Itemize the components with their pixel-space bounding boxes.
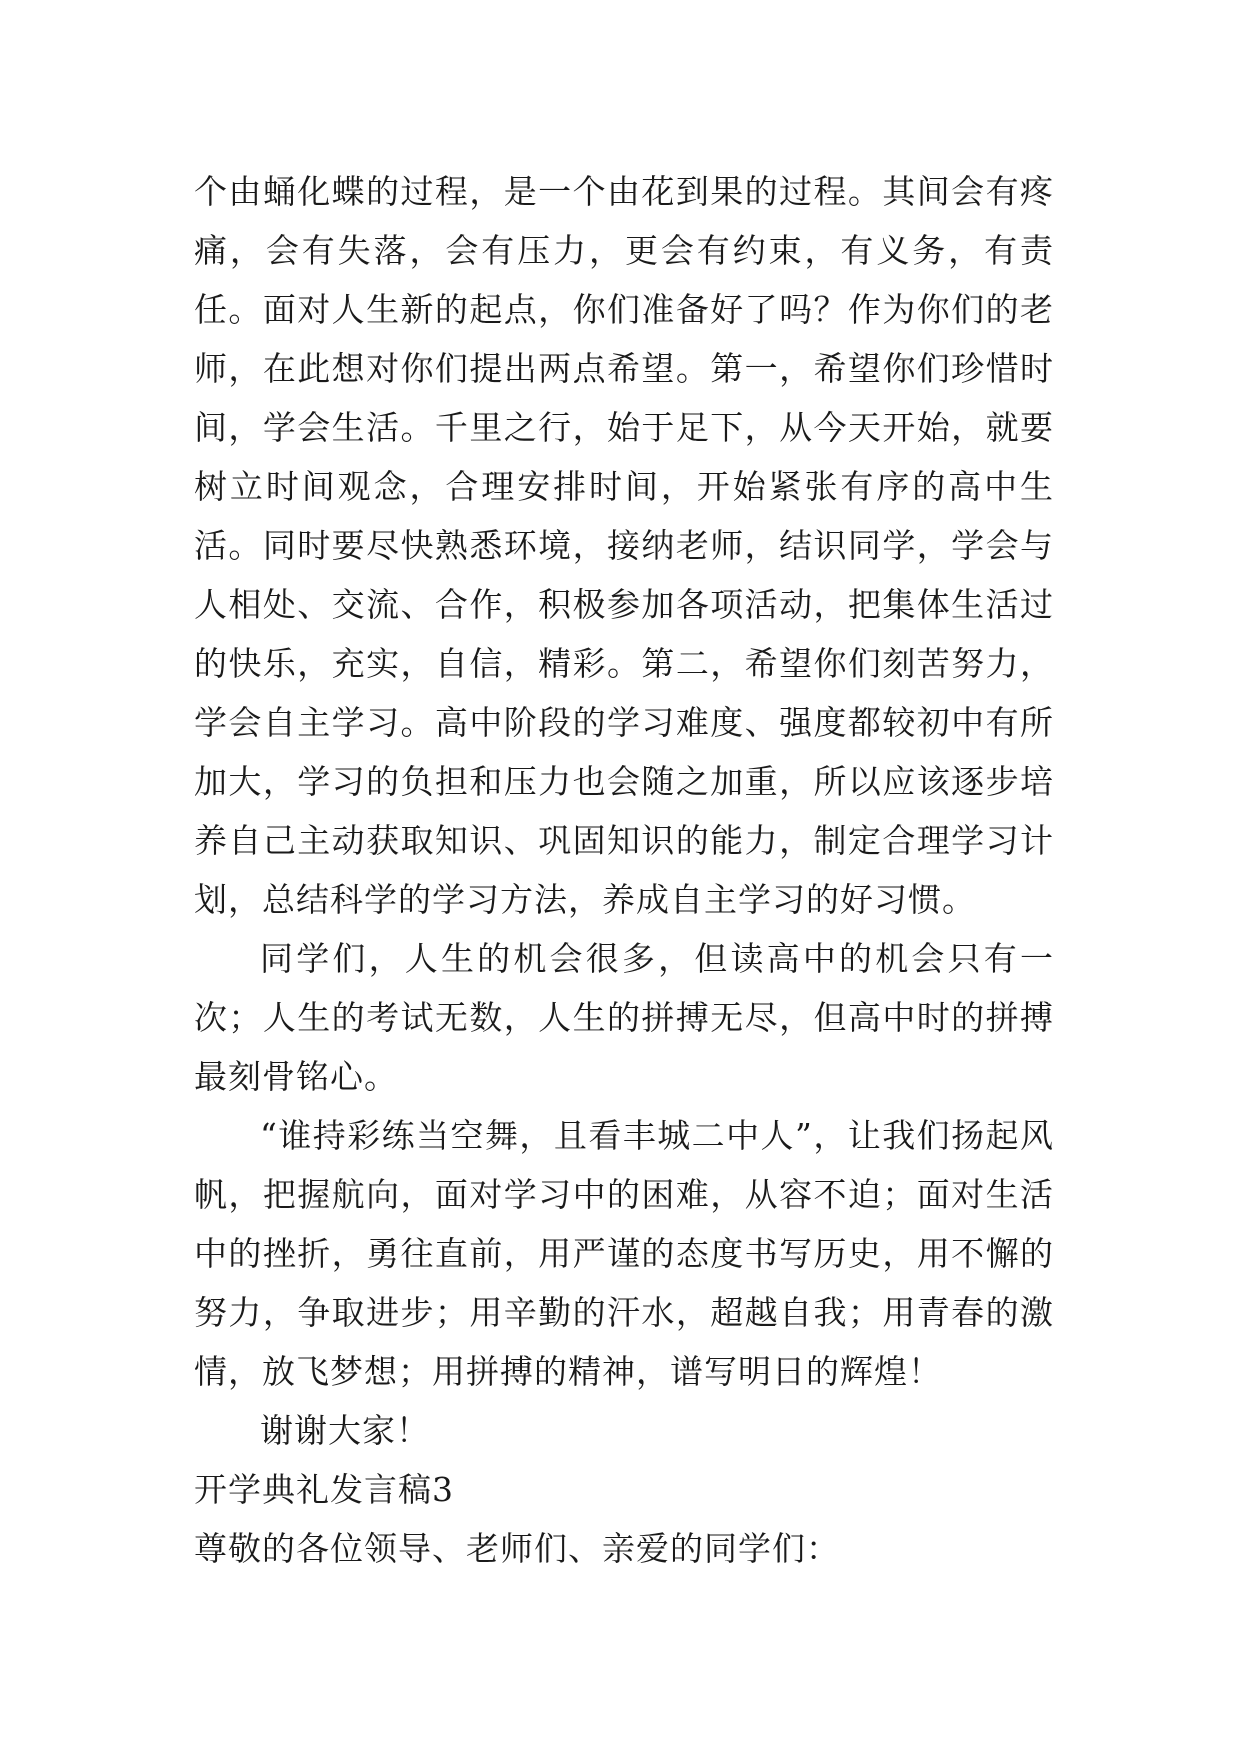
paragraph-thanks: 谢谢大家！ bbox=[260, 1411, 430, 1450]
salutation: 尊敬的各位领导、老师们、亲爱的同学们： bbox=[194, 1529, 840, 1568]
section-title: 开学典礼发言稿3 bbox=[194, 1470, 454, 1509]
paragraph-continuation: 个由蛹化蝶的过程，是一个由花到果的过程。其间会有疼痛，会有失落，会有压力，更会有约束，有义务，有责任。面对人生新的起点，你们准备好了吗？作为你们的老师，在此想对你们提出两点希望。第一，希望你们珍惜时间，学会生活。千里之行，始于足下，从今天开始，就要树立时间观念，合理安排时间，开始紧张有序的高中生活。同时要尽快熟悉环境，接纳老师，结识同学，学会与人相处、交流、合作，积极参加各项活动，把集体生活过的快乐，充实，自信，精彩。第二，希望你们刻苦努力，学会自主学习。高中阶段的学习难度、强度都较初中有所加大，学习的负担和压力也会随之加重，所以应该逐步培养自己主动获取知识、巩固知识的能力，制定合理学习计划，总结科学的学习方法，养成自主学习的好习惯。 bbox=[194, 172, 1054, 919]
paragraph-encouragement: “谁持彩练当空舞，且看丰城二中人”，让我们扬起风帆，把握航向，面对学习中的困难，从容不迫；面对生活中的挫折，勇往直前，用严谨的态度书写历史，用不懈的努力，争取进步；用辛勤的汗水，超越自我；用青春的激情，放飞梦想；用拼搏的精神，谱写明日的辉煌！ bbox=[194, 1116, 1054, 1391]
document-body bbox=[194, 162, 1054, 1578]
paragraph-opportunity: 同学们，人生的机会很多，但读高中的机会只有一次；人生的考试无数，人生的拼搏无尽，但高中时的拼搏最刻骨铭心。 bbox=[194, 939, 1054, 1096]
